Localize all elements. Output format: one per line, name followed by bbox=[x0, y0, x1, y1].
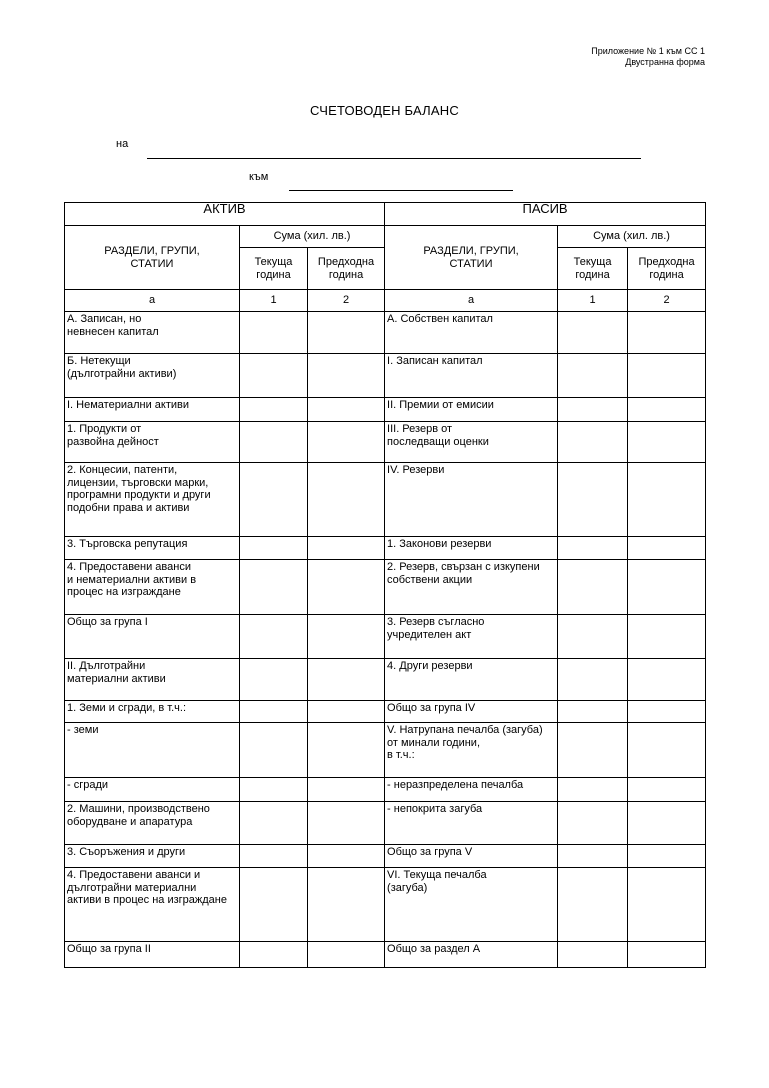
asset-current-value[interactable] bbox=[240, 398, 308, 422]
asset-item-label: II. Дълготрайни материални активи bbox=[65, 659, 240, 701]
asset-previous-value[interactable] bbox=[308, 845, 385, 868]
liability-item-label: - непокрита загуба bbox=[385, 802, 558, 845]
liability-item-label: 2. Резерв, свързан с изкупени собствени акции bbox=[385, 560, 558, 615]
page-title: СЧЕТОВОДЕН БАЛАНС bbox=[310, 103, 459, 118]
asset-current-value[interactable] bbox=[240, 778, 308, 802]
liability-col-a: а bbox=[385, 290, 558, 312]
liability-previous-value[interactable] bbox=[628, 422, 706, 463]
asset-current-value[interactable] bbox=[240, 659, 308, 701]
asset-current-year-header: Текуща година bbox=[240, 248, 308, 290]
liability-previous-value[interactable] bbox=[628, 312, 706, 354]
asset-current-value[interactable] bbox=[240, 422, 308, 463]
table-row bbox=[65, 422, 706, 463]
asset-previous-value[interactable] bbox=[308, 778, 385, 802]
asset-item-label: 3. Съоръжения и други bbox=[65, 845, 240, 868]
liability-current-value[interactable] bbox=[558, 560, 628, 615]
form-type-label: Двустранна форма bbox=[625, 57, 705, 67]
table-row bbox=[65, 723, 706, 778]
balance-sheet-table bbox=[64, 202, 706, 968]
table-row bbox=[65, 615, 706, 659]
asset-col-1: 1 bbox=[240, 290, 308, 312]
section-heading-row bbox=[65, 203, 706, 226]
liability-previous-value[interactable] bbox=[628, 723, 706, 778]
liability-current-value[interactable] bbox=[558, 845, 628, 868]
asset-previous-value[interactable] bbox=[308, 659, 385, 701]
asset-previous-value[interactable] bbox=[308, 354, 385, 398]
liability-current-year-header: Текуща година bbox=[558, 248, 628, 290]
asset-current-value[interactable] bbox=[240, 615, 308, 659]
liability-previous-year-header: Предходна година bbox=[628, 248, 706, 290]
sum-heading-row bbox=[65, 226, 706, 248]
asset-item-label: - земи bbox=[65, 723, 240, 778]
asset-current-value[interactable] bbox=[240, 463, 308, 537]
company-label: на bbox=[116, 138, 129, 150]
liability-item-label: IV. Резерви bbox=[385, 463, 558, 537]
liability-previous-value[interactable] bbox=[628, 942, 706, 968]
liability-previous-value[interactable] bbox=[628, 615, 706, 659]
liability-current-value[interactable] bbox=[558, 463, 628, 537]
table-row bbox=[65, 701, 706, 723]
table-row bbox=[65, 778, 706, 802]
liability-item-label: А. Собствен капитал bbox=[385, 312, 558, 354]
table-row bbox=[65, 463, 706, 537]
asset-item-label: Общо за група I bbox=[65, 615, 240, 659]
liability-item-label: II. Премии от емисии bbox=[385, 398, 558, 422]
asset-current-value[interactable] bbox=[240, 845, 308, 868]
asset-current-value[interactable] bbox=[240, 537, 308, 560]
liability-current-value[interactable] bbox=[558, 422, 628, 463]
liability-current-value[interactable] bbox=[558, 802, 628, 845]
liability-item-label: VI. Текуща печалба (загуба) bbox=[385, 868, 558, 942]
asset-previous-value[interactable] bbox=[308, 942, 385, 968]
liability-item-label: - неразпределена печалба bbox=[385, 778, 558, 802]
asset-previous-value[interactable] bbox=[308, 537, 385, 560]
liability-current-value[interactable] bbox=[558, 701, 628, 723]
liability-current-value[interactable] bbox=[558, 398, 628, 422]
table-row bbox=[65, 942, 706, 968]
liability-item-label: V. Натрупана печалба (загуба) от минали години, в т.ч.: bbox=[385, 723, 558, 778]
asset-current-value[interactable] bbox=[240, 802, 308, 845]
liability-col-1: 1 bbox=[558, 290, 628, 312]
asset-item-label: - сгради bbox=[65, 778, 240, 802]
liability-previous-value[interactable] bbox=[628, 398, 706, 422]
asset-current-value[interactable] bbox=[240, 868, 308, 942]
liability-heading: ПАСИВ bbox=[385, 203, 706, 226]
column-index-row bbox=[65, 290, 706, 312]
asset-item-label: 2. Концесии, патенти, лицензии, търговски марки, програмни продукти и други подобни права и активи bbox=[65, 463, 240, 537]
asset-previous-value[interactable] bbox=[308, 560, 385, 615]
asset-previous-value[interactable] bbox=[308, 615, 385, 659]
asset-item-label: 1. Земи и сгради, в т.ч.: bbox=[65, 701, 240, 723]
asset-item-label: А. Записан, но невнесен капитал bbox=[65, 312, 240, 354]
liability-sections-header: РАЗДЕЛИ, ГРУПИ, СТАТИИ bbox=[385, 226, 558, 290]
asset-item-label: Б. Нетекущи (дълготрайни активи) bbox=[65, 354, 240, 398]
liability-previous-value[interactable] bbox=[628, 354, 706, 398]
date-field[interactable] bbox=[289, 190, 513, 191]
liability-previous-value[interactable] bbox=[628, 845, 706, 868]
liability-current-value[interactable] bbox=[558, 354, 628, 398]
table-row bbox=[65, 312, 706, 354]
liability-item-label: 4. Други резерви bbox=[385, 659, 558, 701]
asset-previous-value[interactable] bbox=[308, 868, 385, 942]
asset-item-label: 3. Търговска репутация bbox=[65, 537, 240, 560]
asset-current-value[interactable] bbox=[240, 354, 308, 398]
asset-previous-value[interactable] bbox=[308, 802, 385, 845]
liability-item-label: 1. Законови резерви bbox=[385, 537, 558, 560]
asset-previous-value[interactable] bbox=[308, 312, 385, 354]
liability-item-label: III. Резерв от последващи оценки bbox=[385, 422, 558, 463]
asset-heading: АКТИВ bbox=[65, 203, 385, 226]
table-row bbox=[65, 802, 706, 845]
liability-previous-value[interactable] bbox=[628, 868, 706, 942]
liability-col-2: 2 bbox=[628, 290, 706, 312]
asset-item-label: 4. Предоставени аванси и дълготрайни материални активи в процес на изграждане bbox=[65, 868, 240, 942]
liability-item-label: I. Записан капитал bbox=[385, 354, 558, 398]
asset-previous-value[interactable] bbox=[308, 463, 385, 537]
table-row bbox=[65, 659, 706, 701]
table-row bbox=[65, 560, 706, 615]
asset-sections-header: РАЗДЕЛИ, ГРУПИ, СТАТИИ bbox=[65, 226, 240, 290]
liability-sum-header: Сума (хил. лв.) bbox=[558, 226, 706, 248]
liability-current-value[interactable] bbox=[558, 942, 628, 968]
annex-label: Приложение № 1 към СС 1 bbox=[591, 46, 705, 56]
asset-current-value[interactable] bbox=[240, 312, 308, 354]
table-row bbox=[65, 868, 706, 942]
asset-col-a: а bbox=[65, 290, 240, 312]
table-row bbox=[65, 537, 706, 560]
liability-previous-value[interactable] bbox=[628, 659, 706, 701]
liability-current-value[interactable] bbox=[558, 615, 628, 659]
liability-previous-value[interactable] bbox=[628, 463, 706, 537]
asset-current-value[interactable] bbox=[240, 560, 308, 615]
asset-current-value[interactable] bbox=[240, 942, 308, 968]
company-name-field[interactable] bbox=[147, 158, 641, 159]
liability-current-value[interactable] bbox=[558, 659, 628, 701]
date-label: към bbox=[249, 171, 269, 183]
asset-item-label: 2. Машини, производствено оборудване и апаратура bbox=[65, 802, 240, 845]
asset-item-label: 1. Продукти от развойна дейност bbox=[65, 422, 240, 463]
asset-previous-value[interactable] bbox=[308, 422, 385, 463]
liability-current-value[interactable] bbox=[558, 778, 628, 802]
document-header-note bbox=[591, 46, 705, 68]
liability-previous-value[interactable] bbox=[628, 778, 706, 802]
table-row bbox=[65, 354, 706, 398]
asset-previous-year-header: Предходна година bbox=[308, 248, 385, 290]
asset-sum-header: Сума (хил. лв.) bbox=[240, 226, 385, 248]
asset-col-2: 2 bbox=[308, 290, 385, 312]
liability-previous-value[interactable] bbox=[628, 537, 706, 560]
liability-current-value[interactable] bbox=[558, 537, 628, 560]
asset-item-label: Общо за група II bbox=[65, 942, 240, 968]
asset-previous-value[interactable] bbox=[308, 723, 385, 778]
liability-current-value[interactable] bbox=[558, 723, 628, 778]
asset-item-label: 4. Предоставени аванси и нематериални активи в процес на изграждане bbox=[65, 560, 240, 615]
asset-current-value[interactable] bbox=[240, 701, 308, 723]
liability-item-label: Общо за раздел А bbox=[385, 942, 558, 968]
asset-current-value[interactable] bbox=[240, 723, 308, 778]
liability-current-value[interactable] bbox=[558, 312, 628, 354]
liability-previous-value[interactable] bbox=[628, 560, 706, 615]
table-row bbox=[65, 845, 706, 868]
asset-item-label: I. Нематериални активи bbox=[65, 398, 240, 422]
liability-previous-value[interactable] bbox=[628, 701, 706, 723]
liability-current-value[interactable] bbox=[558, 868, 628, 942]
asset-previous-value[interactable] bbox=[308, 701, 385, 723]
table-row bbox=[65, 398, 706, 422]
liability-previous-value[interactable] bbox=[628, 802, 706, 845]
liability-item-label: Общо за група V bbox=[385, 845, 558, 868]
liability-item-label: 3. Резерв съгласно учредителен акт bbox=[385, 615, 558, 659]
asset-previous-value[interactable] bbox=[308, 398, 385, 422]
liability-item-label: Общо за група IV bbox=[385, 701, 558, 723]
